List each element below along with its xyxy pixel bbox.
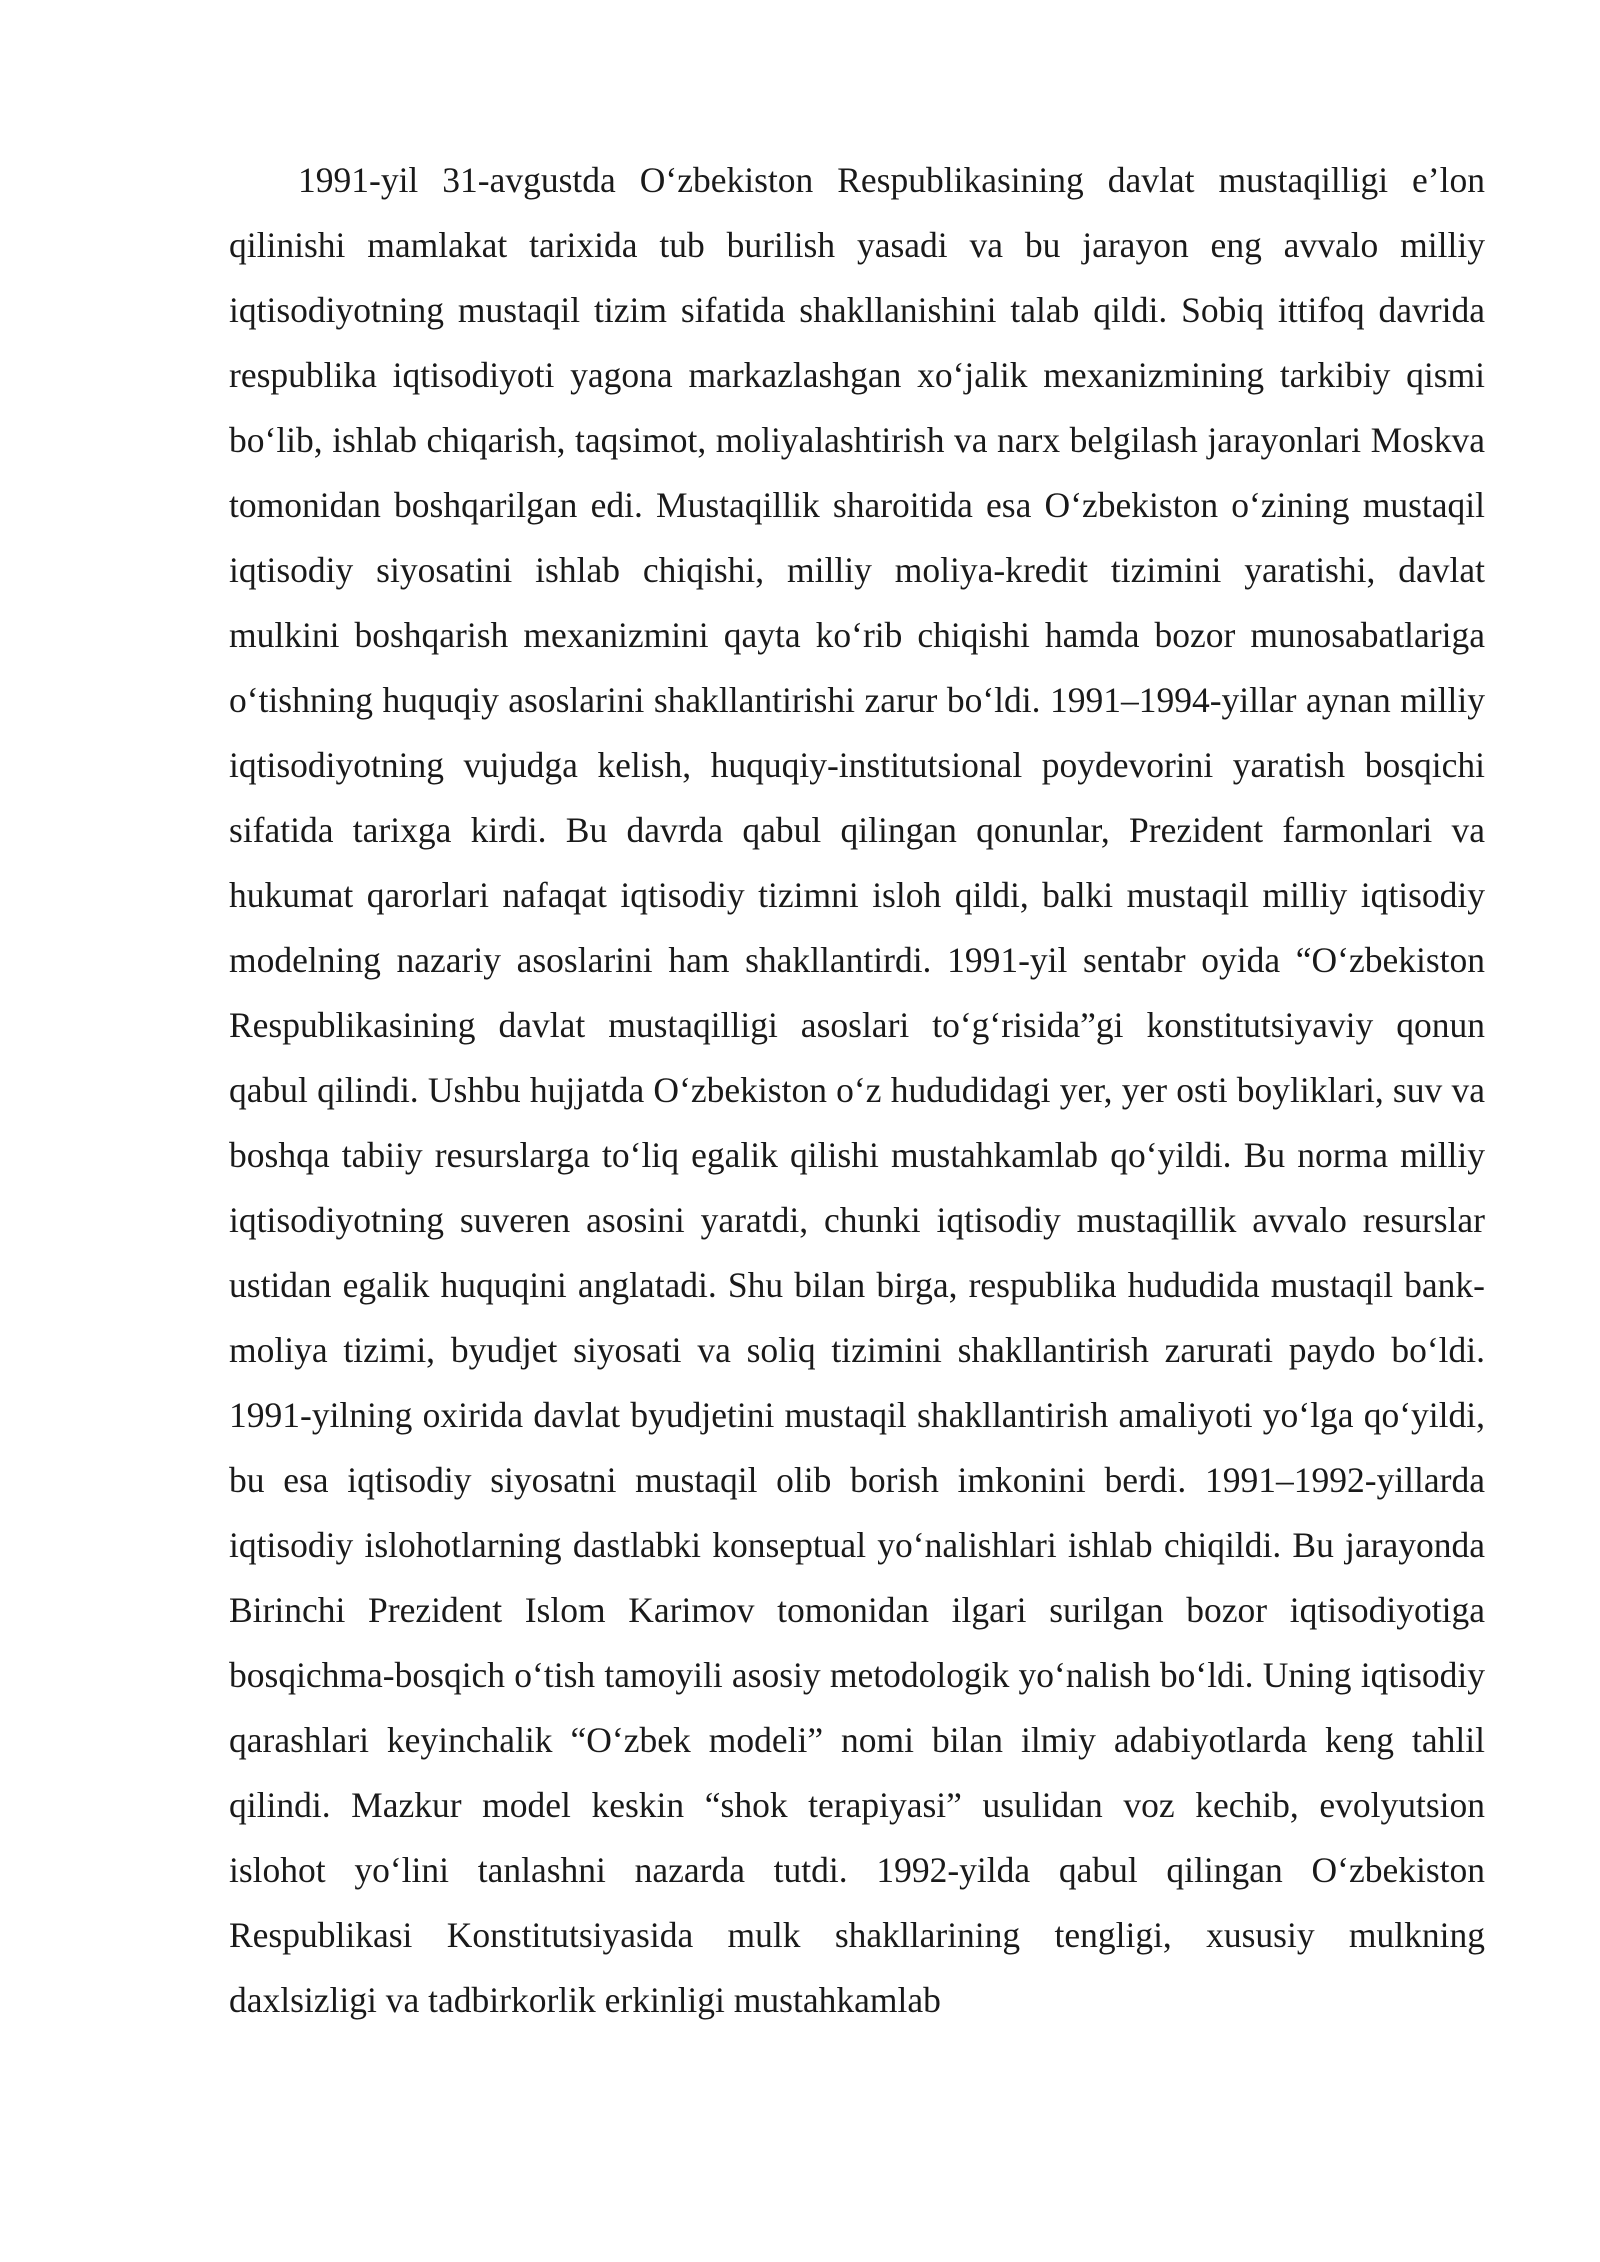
body-paragraph: 1991-yil 31-avgustda O‘zbekiston Respublikasining davlat mustaqilligi e’lon qilinishi mamlakat tarixida tub burilish yasadi va bu jarayon eng avvalo milliy iqtisodiyotning mustaqil tizim sifatida shakllanishini talab qildi. Sobiq ittifoq davrida respublika iqtisodiyoti yagona markazlashgan xo‘jalik mexanizmining tarkibiy qismi bo‘lib, ishlab chiqarish, taqsimot, moliyalashtirish va narx belgilash jarayonlari Moskva tomonidan boshqarilgan edi. Mustaqillik sharoitida esa O‘zbekiston o‘zining mustaqil iqtisodiy siyosatini ishlab chiqishi, milliy moliya-kredit tizimini yaratishi, davlat mulkini boshqarish mexanizmini qayta ko‘rib chiqishi hamda bozor munosabatlariga o‘tishning huquqiy asoslarini shakllantirishi zarur bo‘ldi. 1991–1994-yillar aynan milliy iqtisodiyotning vujudga kelish, huquqiy-institutsional poydevorini yaratish bosqichi sifatida tarixga kirdi. Bu davrda qabul qilingan qonunlar, Prezident farmonlari va hukumat qarorlari nafaqat iqtisodiy tizimni isloh qildi, balki mustaqil milliy iqtisodiy modelning nazariy asoslarini ham shakllantirdi. 1991-yil sentabr oyida “O‘zbekiston Respublikasining davlat mustaqilligi asoslari to‘g‘risida”gi konstitutsiyaviy qonun qabul qilindi. Ushbu hujjatda O‘zbekiston o‘z hududidagi yer, yer osti boyliklari, suv va boshqa tabiiy resurslarga to‘liq egalik qilishi mustahkamlab qo‘yildi. Bu norma milliy iqtisodiyotning suveren asosini yaratdi, chunki iqtisodiy mustaqillik avvalo resurslar ustidan egalik huquqini anglatadi. Shu bilan birga, respublika hududida mustaqil bank-moliya tizimi, byudjet siyosati va soliq tizimini shakllantirish zarurati paydo bo‘ldi. 1991-yilning oxirida davlat byudjetini mustaqil shakllantirish amaliyoti yo‘lga qo‘yildi, bu esa iqtisodiy siyosatni mustaqil olib borish imkonini berdi. 1991–1992-yillarda iqtisodiy islohotlarning dastlabki konseptual yo‘nalishlari ishlab chiqildi. Bu jarayonda Birinchi Prezident Islom Karimov tomonidan ilgari surilgan bozor iqtisodiyotiga bosqichma-bosqich o‘tish tamoyili asosiy metodologik yo‘nalish bo‘ldi. Uning iqtisodiy qarashlari keyinchalik “O‘zbek modeli” nomi bilan ilmiy adabiyotlarda keng tahlil qilindi. Mazkur model keskin “shok terapiyasi” usulidan voz kechib, evolyutsion islohot yo‘lini tanlashni nazarda tutdi. 1992-yilda qabul qilingan O‘zbekiston Respublikasi Konstitutsiyasida mulk shakllarining tengligi, xususiy mulkning daxlsizligi va tadbirkorlik erkinligi mustahkamlab [229,160,1485,2020]
